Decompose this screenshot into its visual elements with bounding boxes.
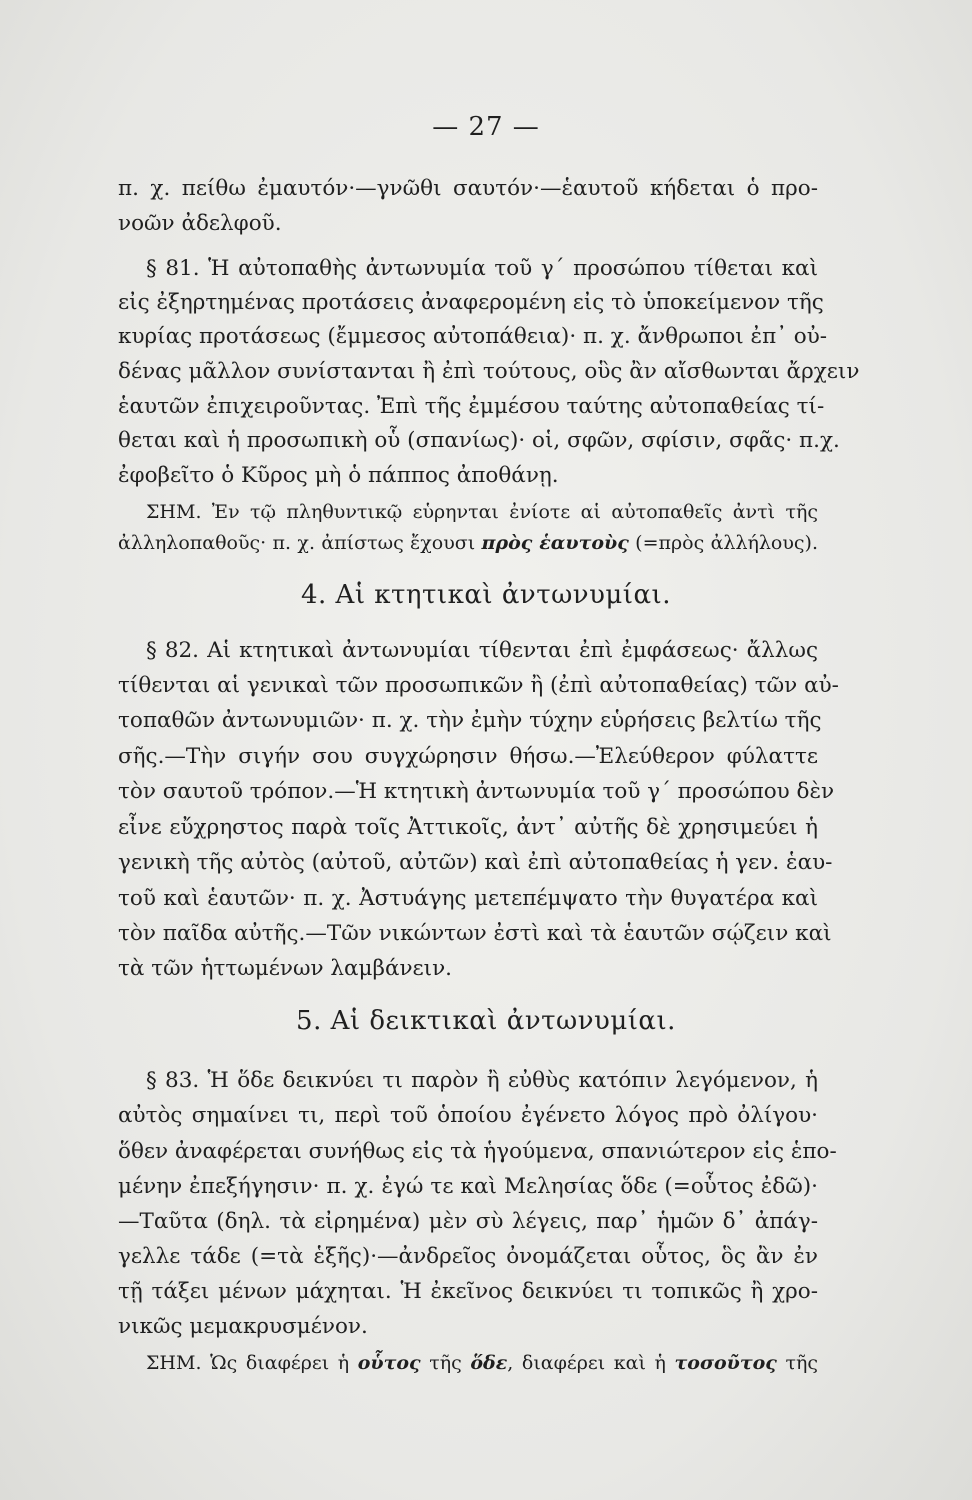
text-line: τοπαθῶν ἀντωνυμιῶν· π. χ. τὴν ἐμὴν τύχην εὑρήσεις βελτίω τῆς	[118, 708, 822, 733]
text-line: γενικὴ τῆς αὐτὸς (αὐτοῦ, αὐτῶν) καὶ ἐπὶ αὐτοπαθείας ἡ γεν. ἑαυ-	[118, 850, 833, 875]
emphasis-text: οὗτος	[357, 1352, 421, 1374]
text-line: ἐφοβεῖτο ὁ Κῦρος μὴ ὁ πάππος ἀποθάνῃ.	[118, 463, 559, 488]
text-line: εἶνε εὔχρηστος παρὰ τοῖς Ἀττικοῖς, ἀντ᾿ αὐτῆς δὲ χρησιμεύει ἡ	[118, 815, 818, 840]
paragraph-81-first-line: § 81. Ἡ αὐτοπαθὴς ἀντωνυμία τοῦ γ΄ προσώπου τίθεται καὶ	[146, 256, 818, 281]
text-line: κυρίας προτάσεως (ἔμμεσος αὐτοπάθεια)· π. χ. ἄνθρωποι ἐπ᾿ οὐ-	[118, 324, 828, 349]
emphasis-text: τοσοῦτος	[674, 1352, 777, 1374]
text-line: τοῦ καὶ ἑαυτῶν· π. χ. Ἀστυάγης μετεπέμψατο τὴν θυγατέρα καὶ	[118, 886, 818, 911]
text-line: μένην ἐπεξήγησιν· π. χ. ἐγώ τε καὶ Μελησίας ὅδε (=οὗτος ἐδῶ)·	[118, 1174, 818, 1199]
note-line: ΣΗΜ. Ὡς διαφέρει ἡ οὗτος τῆς ὅδε, διαφέρει καὶ ἡ τοσοῦτος τῆς	[146, 1352, 818, 1374]
paragraph-82-first-line: § 82. Αἱ κτητικαὶ ἀντωνυμίαι τίθενται ἐπὶ ἐμφάσεως· ἄλλως	[146, 638, 818, 663]
text-line: τίθενται αἱ γενικαὶ τῶν προσωπικῶν ἢ (ἐπὶ αὐτοπαθείας) τῶν αὐ-	[118, 673, 839, 698]
text-line: σῆς.—Τὴν σιγήν σου συγχώρησιν θήσω.—Ἐλεύθερον φύλαττε	[118, 744, 818, 769]
page-number: — 27 —	[432, 112, 540, 142]
text-line: εἰς ἐξηρτημένας προτάσεις ἀναφερομένη εἰς τὸ ὑποκείμενον τῆς	[118, 290, 824, 315]
emphasis-text: πρὸς ἑαυτοὺς	[481, 532, 629, 554]
text-line: π. χ. πείθω ἐμαυτόν·—γνῶθι σαυτόν·—ἑαυτοῦ κήδεται ὁ προ-	[118, 176, 818, 201]
text-line: ὅθεν ἀναφέρεται συνήθως εἰς τὰ ἡγούμενα, σπανιώτερον εἰς ἑπο-	[118, 1139, 837, 1164]
text-line: τὸν σαυτοῦ τρόπον.—Ἡ κτητικὴ ἀντωνυμία τοῦ γ΄ προσώπου δὲν	[118, 779, 835, 804]
text-line: δένας μᾶλλον συνίστανται ἢ ἐπὶ τούτους, οὓς ἂν αἴσθωνται ἄρχειν	[118, 359, 860, 384]
text-line: νικῶς μεμακρυσμένον.	[118, 1314, 368, 1339]
text-line: τὸν παῖδα αὐτῆς.—Τῶν νικώντων ἐστὶ καὶ τὰ ἑαυτῶν σῴζειν καὶ	[118, 921, 832, 946]
text-line: τὰ τῶν ἡττωμένων λαμβάνειν.	[118, 956, 453, 981]
section-heading-5: 5. Αἱ δεικτικαὶ ἀντωνυμίαι.	[296, 1006, 676, 1036]
text-line: ἑαυτῶν ἐπιχειροῦντας. Ἐπὶ τῆς ἐμμέσου ταύτης αὐτοπαθείας τί-	[118, 394, 825, 419]
text-line: θεται καὶ ἡ προσωπικὴ οὗ (σπανίως)· οἱ, σφῶν, σφίσιν, σφᾶς· π.χ.	[118, 428, 840, 453]
note-line: ΣΗΜ. Ἐν τῷ πληθυντικῷ εὑρηνται ἐνίοτε αἱ αὐτοπαθεῖς ἀντὶ τῆς	[146, 501, 818, 523]
paragraph-83-first-line: § 83. Ἡ ὅδε δεικνύει τι παρὸν ἢ εὐθὺς κατόπιν λεγόμενον, ἡ	[146, 1068, 818, 1093]
text-line: νοῶν ἀδελφοῦ.	[118, 211, 282, 236]
note-line: ἀλληλοπαθοῦς· π. χ. ἀπίστως ἔχουσι πρὸς ἑαυτοὺς (=πρὸς ἀλλήλους).	[118, 532, 819, 554]
emphasis-text: ὅδε	[470, 1352, 508, 1374]
text-line: αὐτὸς σημαίνει τι, περὶ τοῦ ὁποίου ἐγένετο λόγος πρὸ ὀλίγου·	[118, 1103, 818, 1128]
text-line: —Ταῦτα (δηλ. τὰ εἰρημένα) μὲν σὺ λέγεις, παρ᾿ ἡμῶν δ᾿ ἀπάγ-	[118, 1209, 818, 1234]
section-heading-4: 4. Αἱ κτητικαὶ ἀντωνυμίαι.	[300, 580, 672, 610]
text-line: τῇ τάξει μένων μάχηται. Ἡ ἐκεῖνος δεικνύει τι τοπικῶς ἢ χρο-	[118, 1279, 818, 1304]
text-line: γελλε τάδε (=τὰ ἑξῆς)·—ἀνδρεῖος ὀνομάζεται οὗτος, ὃς ἂν ἐν	[118, 1244, 818, 1269]
